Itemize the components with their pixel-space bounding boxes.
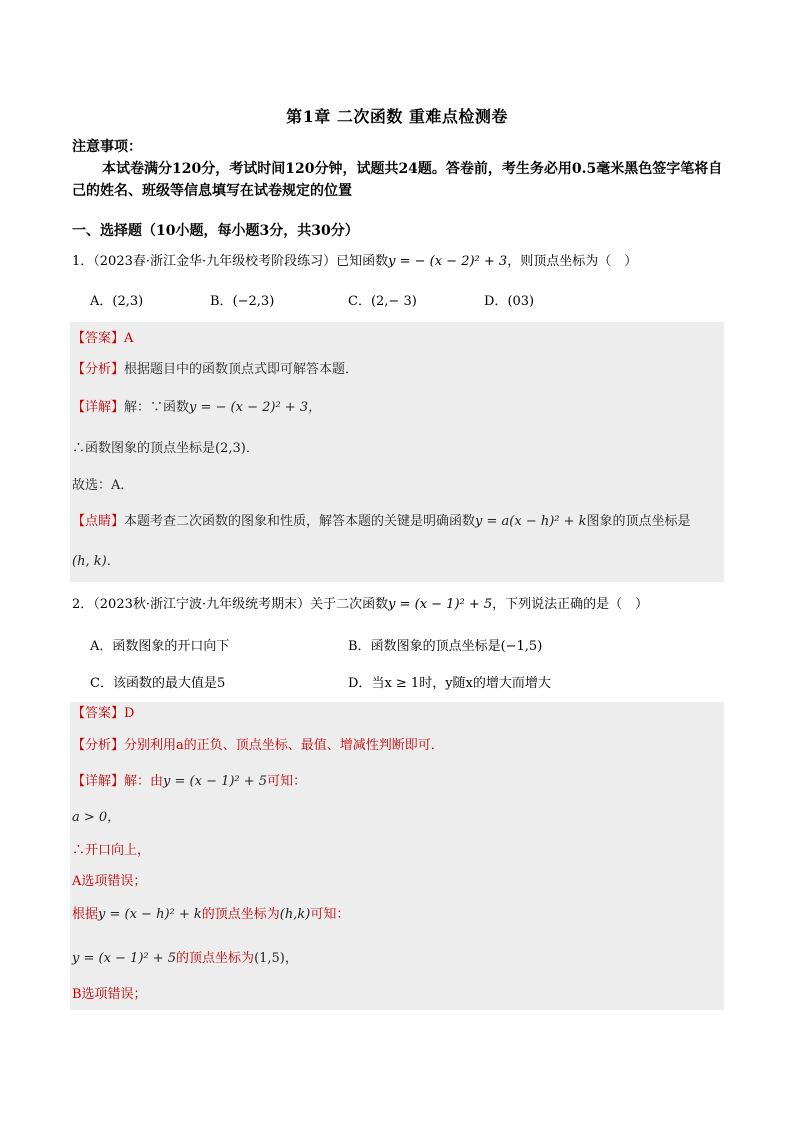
question-1-detail-1: 【详解】解：∵函数y = − (x − 2)² + 3， [72, 400, 322, 415]
question-1-detail-2: ∴函数图象的顶点坐标是(2,3)． [72, 441, 259, 456]
question-2-detail-1: 【详解】解：由y = (x − 1)² + 5可知： [72, 774, 307, 789]
question-2-line-6: y = (x − 1)² + 5的顶点坐标为(1,5)， [72, 951, 298, 966]
question-1-comment: 【点睛】本题考查二次函数的图象和性质，解答本题的关键是明确函数y = a(x − h)² + k图象的顶点坐标是 [72, 514, 691, 529]
question-2-option-c: C．该函数的最大值是5 [90, 676, 226, 691]
question-1-suffix: ，则顶点坐标为（ ） [507, 254, 638, 269]
question-2-line-5: 根据y = (x − h)² + k的顶点坐标为(h,k)可知： [72, 907, 350, 922]
question-1-analysis: 【分析】根据题目中的函数顶点式即可解答本题． [72, 362, 359, 377]
question-1-option-d: D．(03) [484, 294, 535, 309]
question-1-option-b: B．(−2,3) [210, 294, 275, 309]
question-2-analysis: 【分析】分别利用a的正负、顶点坐标、最值、增减性判断即可． [72, 738, 444, 753]
question-2-suffix: ，下列说法正确的是（ ） [492, 597, 649, 612]
question-2-option-b: B．函数图象的顶点坐标是(−1,5) [348, 639, 543, 654]
question-1-function: y = − (x − 2)² + 3 [388, 254, 508, 269]
question-2-line-3: ∴开口向上， [72, 843, 151, 858]
question-1-prefix: 1．（2023春·浙江金华·九年级校考阶段练习）已知函数 [72, 254, 389, 269]
notice-text: 本试卷满分120分，考试时间120分钟，试题共24题。答卷前，考生务必用0.5毫米黑色签字笔将自己的姓名、班级等信息填写在试卷规定的位置 [72, 161, 723, 199]
question-2-option-d: D．当x ≥ 1时，y随x的增大而增大 [348, 676, 551, 691]
question-2-answer: 【答案】D [72, 706, 135, 721]
document-title: 第1章 二次函数 重难点检测卷 [286, 107, 508, 126]
notice-label: 注意事项： [72, 139, 142, 155]
question-1-option-c: C．(2,− 3) [348, 294, 417, 309]
question-2-prefix: 2．（2023秋·浙江宁波·九年级统考期末）关于二次函数 [72, 597, 389, 612]
section-heading: 一、选择题（10小题，每小题3分，共30分） [72, 223, 359, 239]
question-1-comment-line-2: (h, k)． [72, 554, 120, 569]
question-1-option-a: A．(2,3) [90, 294, 144, 309]
question-1-stem [72, 253, 637, 271]
question-2-line-2: a > 0， [72, 810, 121, 825]
question-2-line-4: A选项错误； [72, 874, 147, 889]
question-2-function: y = (x − 1)² + 5 [388, 597, 493, 612]
question-2-line-7: B选项错误； [72, 987, 147, 1002]
question-2-option-a: A．函数图象的开口向下 [90, 639, 230, 654]
question-2-stem [72, 596, 648, 614]
question-1-detail-3: 故选：A． [72, 478, 134, 493]
question-1-answer: 【答案】A [72, 331, 134, 346]
